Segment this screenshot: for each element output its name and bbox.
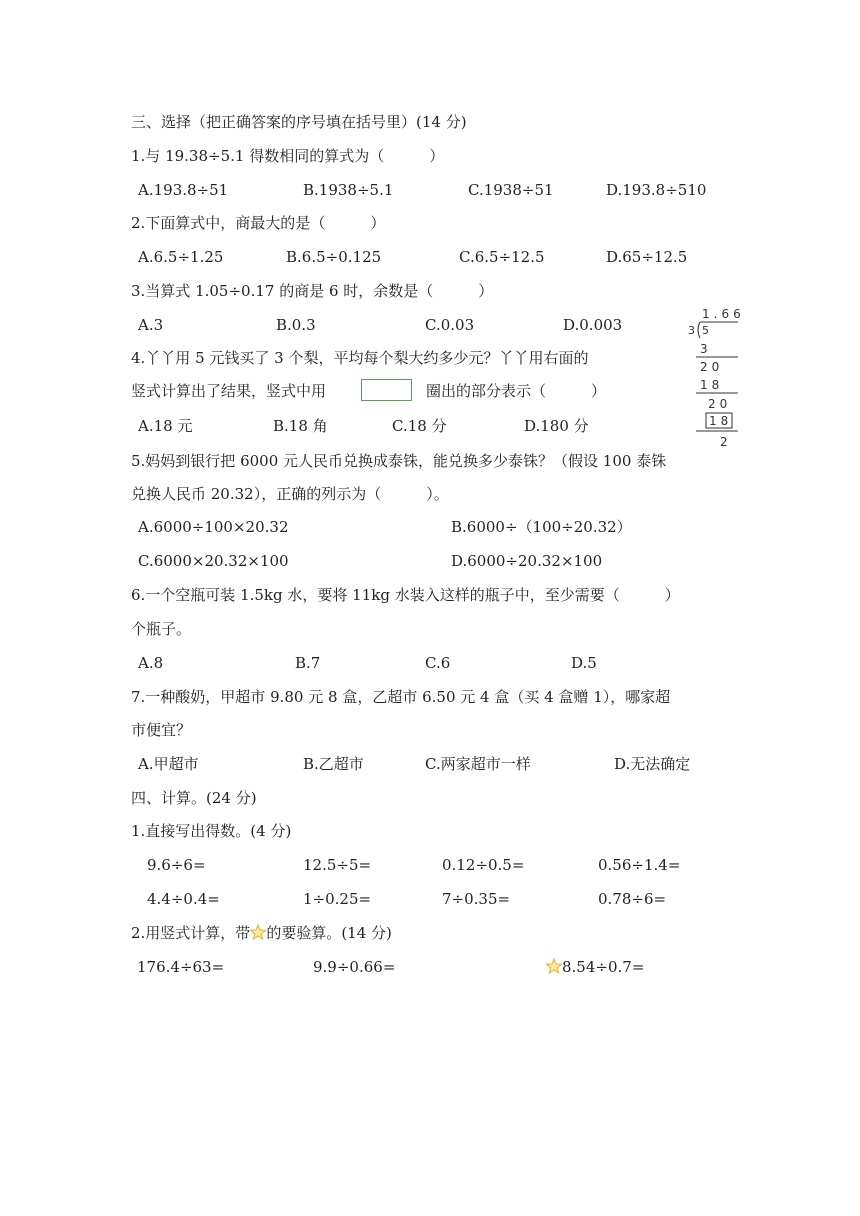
q6-option-d: D.5 xyxy=(571,654,597,672)
q2-option-c: C.6.5÷12.5 xyxy=(459,248,545,266)
q4-option-d: D.180 分 xyxy=(524,417,589,435)
q4-option-a: A.18 元 xyxy=(138,417,193,435)
q5-option-c: C.6000×20.32×100 xyxy=(138,552,289,570)
q5-option-b: B.6000÷（100÷20.32） xyxy=(451,518,632,536)
q1-option-d: D.193.8÷510 xyxy=(606,181,707,199)
division-step4: 20 xyxy=(708,397,732,411)
q7-stem-line1: 7.一种酸奶，甲超市 9.80 元 8 盒，乙超市 6.50 元 4 盒（买 4 盒赠 1），哪家超 xyxy=(131,688,671,706)
q5-stem-line1: 5.妈妈到银行把 6000 元人民币兑换成泰铢，能兑换多少泰铢？（假设 100 泰铢 xyxy=(131,452,667,470)
division-divisor: 3 xyxy=(688,324,695,337)
long-division-figure xyxy=(684,300,745,450)
q7-option-a: A.甲超市 xyxy=(138,755,199,773)
calc-item: 9.6÷6= xyxy=(147,856,206,874)
division-dividend: 5 xyxy=(702,324,709,337)
q5-option-a: A.6000÷100×20.32 xyxy=(138,518,289,536)
division-quotient: 1.66 xyxy=(702,307,745,321)
part2-title-b: 的要验算。(14 分) xyxy=(266,924,392,942)
q7-option-b: B.乙超市 xyxy=(303,755,364,773)
calc-item: 0.12÷0.5= xyxy=(442,856,525,874)
q7-option-d: D.无法确定 xyxy=(614,755,691,773)
q3-option-c: C.0.03 xyxy=(425,316,475,334)
highlight-box-icon xyxy=(361,379,412,401)
vertical-calc-starred xyxy=(546,957,644,977)
q6-stem-line1: 6.一个空瓶可装 1.5kg 水，要将 11kg 水装入这样的瓶子中，至少需要（ ） xyxy=(131,586,680,604)
q5-option-d: D.6000÷20.32×100 xyxy=(451,552,603,570)
q2-option-a: A.6.5÷1.25 xyxy=(138,248,224,266)
q2-option-b: B.6.5÷0.125 xyxy=(286,248,382,266)
q7-stem-line2: 市便宜？ xyxy=(131,721,192,739)
q4-option-b: B.18 角 xyxy=(273,417,328,435)
vertical-calc-item: 9.9÷0.66= xyxy=(313,958,396,976)
star-icon xyxy=(546,958,562,974)
q3-option-b: B.0.3 xyxy=(276,316,316,334)
q2-stem: 2.下面算式中，商最大的是（ ） xyxy=(131,214,386,232)
q1-stem: 1.与 19.38÷5.1 得数相同的算式为（ ） xyxy=(131,147,445,165)
division-step3: 18 xyxy=(700,378,724,392)
q6-option-b: B.7 xyxy=(295,654,321,672)
division-step5: 18 xyxy=(709,414,733,428)
q6-option-c: C.6 xyxy=(425,654,451,672)
calc-item: 4.4÷0.4= xyxy=(147,890,220,908)
q4-stem-line1: 4.丫丫用 5 元钱买了 3 个梨，平均每个梨大约多少元？丫丫用右面的 xyxy=(131,349,589,367)
q4-stem-line2a: 竖式计算出了结果，竖式中用 xyxy=(131,382,327,400)
q3-option-a: A.3 xyxy=(138,316,164,334)
division-step1: 3 xyxy=(700,342,708,356)
q4-option-c: C.18 分 xyxy=(392,417,447,435)
division-step2: 20 xyxy=(700,360,724,374)
q6-stem-line2: 个瓶子。 xyxy=(131,620,192,638)
calc-item: 1÷0.25= xyxy=(303,890,372,908)
q1-option-a: A.193.8÷51 xyxy=(138,181,229,199)
section3-title: 三、选择（把正确答案的序号填在括号里）(14 分) xyxy=(131,113,467,131)
calc-item: 0.78÷6= xyxy=(598,890,667,908)
calc-item: 7÷0.35= xyxy=(442,890,511,908)
section4-part1-title: 1.直接写出得数。(4 分) xyxy=(131,822,292,840)
q3-option-d: D.0.003 xyxy=(563,316,623,334)
q2-option-d: D.65÷12.5 xyxy=(606,248,688,266)
q3-stem: 3.当算式 1.05÷0.17 的商是 6 时，余数是（ ） xyxy=(131,282,494,300)
q1-option-b: B.1938÷5.1 xyxy=(303,181,394,199)
q6-option-a: A.8 xyxy=(138,654,164,672)
section4-part2-title xyxy=(131,923,392,943)
vertical-calc-item: 8.54÷0.7= xyxy=(562,958,645,976)
q1-option-c: C.1938÷51 xyxy=(468,181,554,199)
q4-stem-line2b: 圈出的部分表示（ ） xyxy=(426,382,607,400)
calc-item: 12.5÷5= xyxy=(303,856,372,874)
part2-title-a: 2.用竖式计算，带 xyxy=(131,924,251,942)
vertical-calc-item: 176.4÷63= xyxy=(137,958,225,976)
q7-option-c: C.两家超市一样 xyxy=(425,755,531,773)
star-icon xyxy=(250,924,266,940)
q5-stem-line2: 兑换人民币 20.32），正确的列示为（ ）。 xyxy=(131,485,449,503)
calc-item: 0.56÷1.4= xyxy=(598,856,681,874)
division-remainder: 2 xyxy=(720,435,728,449)
section4-title: 四、计算。(24 分) xyxy=(131,789,257,807)
